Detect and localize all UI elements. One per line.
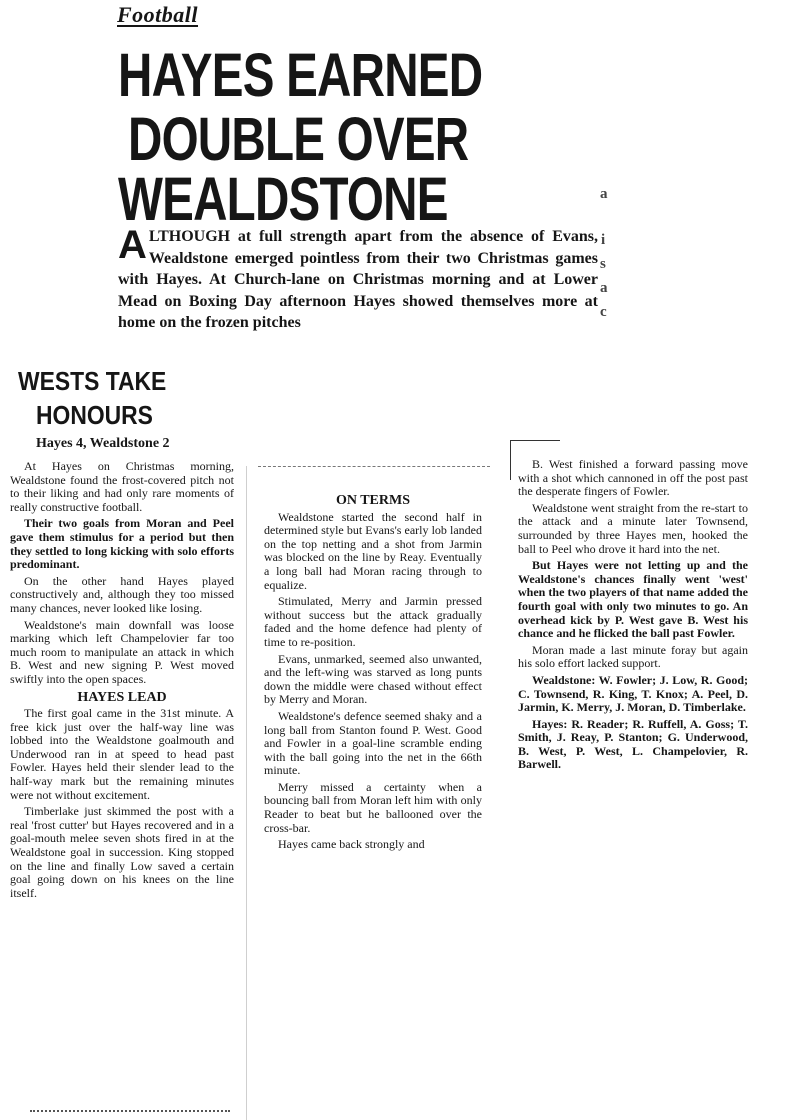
team-sheet-wealdstone: [518, 674, 748, 715]
paragraph: Wealdstone started the second half in determined style but Evans's early lob landed on the top netting and a shot from Jarmin was blocked on the line by Reay. Eventually a long ball had Moran racing through to equalize.: [264, 509, 482, 592]
paragraph: B. West finished a forward passing move with a shot which cannoned in off the post past the desperate fingers of Fowler.: [518, 457, 748, 499]
margin-scrap: s: [600, 256, 606, 272]
paragraph: The first goal came in the 31st minute. A free kick just over the half-way line was lobbed into the Wealdstone goalmouth and Underwood ran in at speed to head past Fowler. Hayes held their slender lead to the half-way mark but the remaining minutes were not without excitement.: [10, 706, 234, 802]
paragraph: Stimulated, Merry and Jarmin pressed without success but the attack gradually faded and the home defence had plenty of time to re-position.: [264, 594, 482, 649]
headline-line-1: HAYES EARNED: [118, 41, 483, 109]
article-column-1: [10, 460, 234, 903]
paragraph: Hayes came back strongly and: [278, 837, 425, 852]
drop-cap: A: [118, 223, 147, 267]
paragraph: Wealdstone's main downfall was loose marking which left Champelovier far too much room to manipulate an attack in which B. West and new signing P. West moved swiftly into the open spaces.: [10, 617, 234, 686]
column-rule: [258, 466, 490, 467]
paragraph: At Hayes on Christmas morning, Wealdstone found the frost-covered pitch not to their liking and had only rare moments of really constructive football.: [10, 459, 234, 514]
subhead: HAYES LEAD: [77, 689, 167, 705]
paragraph: But Hayes were not letting up and the Wealdstone's chances finally went 'west' when the two players of that name added the fourth goal with only two minutes to go. An overhead kick by P. West gave B. West his chance and he flicked the ball past Fowler.: [518, 558, 748, 641]
article-column-3: [518, 458, 748, 775]
margin-scrap: a: [600, 280, 608, 296]
margin-scrap: a: [600, 186, 608, 202]
team-label: Wealdstone:: [532, 672, 596, 687]
section-head-line-2: HONOURS: [36, 400, 153, 430]
score-line: Hayes 4, Wealdstone 2: [36, 436, 170, 451]
paragraph: Merry missed a certainty when a bouncing ball from Moran left him with only Reader to beat but he ballooned over the cross-bar.: [264, 779, 482, 835]
margin-scrap: c: [600, 304, 607, 320]
paragraph: Evans, unmarked, seemed also unwanted, and the left-wing was starved as long punts down the middle were chased without effect by Merry and Moran.: [264, 651, 482, 707]
paragraph: Wealdstone's defence seemed shaky and a long ball from Stanton found P. West. Good and Fowler in a goal-line scramble ending with the ball going into the net in the 66th minute.: [264, 708, 482, 778]
corner-rule: [510, 440, 511, 480]
team-list: R. Reader; R. Ruffell, A. Goss; T. Smith, J. Reay, P. Stanton; G. Underwood, B. West, P. West, L. Champelovier, R. Barwell.: [518, 716, 748, 772]
team-list: W. Fowler; J. Low, R. Good; C. Townsend, R. King, T. Knox; A. Peel, D. Jarmin, K. Merry, J. Moran, D. Timberlake.: [518, 672, 748, 715]
section-kicker: Football: [117, 2, 199, 27]
paragraph: Wealdstone went straight from the re-start to the attack and a minute later Townsend, surrounded by three Hayes men, hooked the ball to Peel who drove it hard into the net.: [518, 500, 748, 556]
column-divider: [246, 466, 247, 1120]
corner-rule: [510, 440, 560, 441]
headline-line-2: DOUBLE OVER: [128, 105, 469, 173]
team-sheet-hayes: [518, 718, 748, 772]
headline-line-3: WEALDSTONE: [118, 165, 448, 233]
subhead: ON TERMS: [335, 493, 411, 508]
bottom-edge-scrap: [30, 1110, 230, 1112]
paragraph: Timberlake just skimmed the post with a real 'frost cutter' but Hayes recovered and in a goal-mouth melee seven shots fired in at the Wealdstone goal in succession. King stopped on the line and finally Low saved a certain goal going down on his knees on the line itself.: [10, 804, 234, 900]
standfirst-lead: LTHOUGH: [148, 228, 231, 245]
standfirst: [118, 223, 598, 334]
paragraph: Their two goals from Moran and Peel gave them stimulus for a period but then they settled to long kicking with solo efforts predominant.: [10, 516, 234, 572]
paragraph: Moran made a last minute foray but again his solo effort lacked support.: [518, 642, 748, 671]
standfirst-text: at full strength apart from the absence of Evans, Wealdstone emerged pointless from their two Christmas games with Hayes. At Church-lane on Christmas morning and at Lower Mead on Boxing Day afternoon Hayes showed themselves more at home on the frozen pitches: [118, 228, 598, 332]
team-label: Hayes:: [532, 716, 568, 731]
article-column-2: [264, 490, 482, 855]
paragraph: On the other hand Hayes played constructively and, although they too missed many chances, never looked like losing.: [10, 573, 234, 615]
margin-scrap: i: [601, 232, 606, 248]
section-head-line-1: WESTS TAKE: [18, 366, 167, 396]
